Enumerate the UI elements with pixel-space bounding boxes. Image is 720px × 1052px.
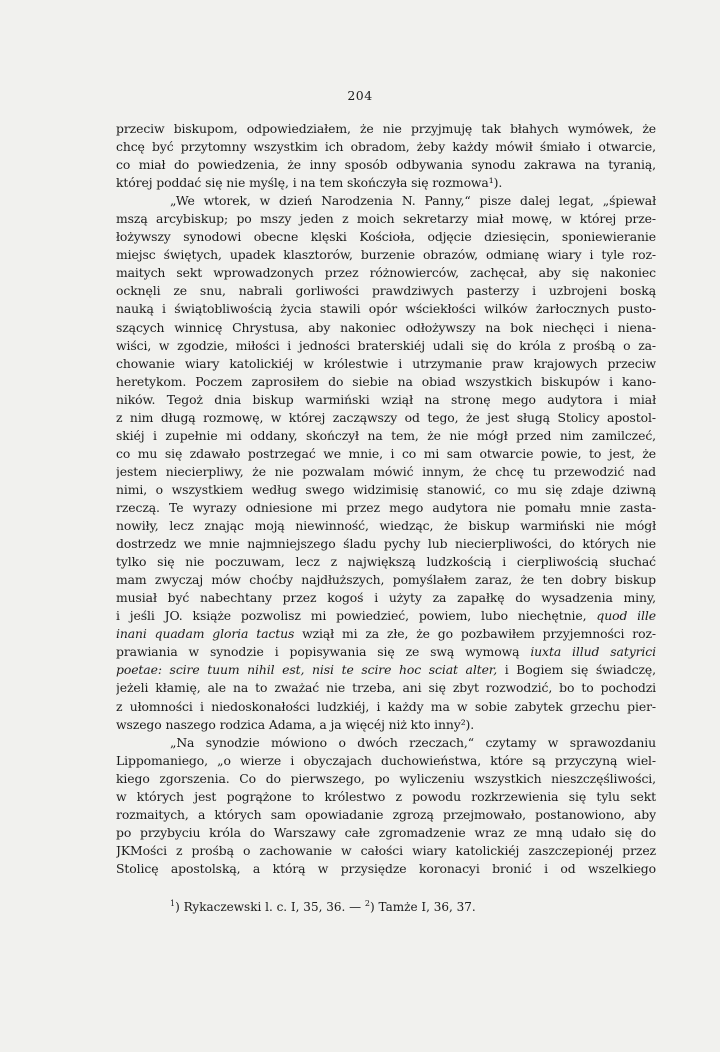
italic-phrase: inani quadam gloria tactus bbox=[116, 626, 295, 642]
italic-phrase: iuxta illud satyrici bbox=[530, 644, 656, 660]
text-segment: skiéj i zupełnie mi oddany, skończył na tem, że nie mógł przed nim zamilczeć, bbox=[116, 427, 656, 443]
text-segment: mszą arcybiskup; po mszy jeden z moich sekretarzy miał mowę, w której prze- bbox=[116, 211, 656, 227]
footnote bbox=[170, 899, 590, 914]
text-segment: po przybyciu króla do Warszawy całe zgromadzenie wraz ze mną udało się do bbox=[116, 824, 656, 840]
text-segment: z ułomności i niedoskonałości ludzkiéj, i każdy ma w sobie zabytek grzechu pier- bbox=[116, 698, 656, 714]
text-line bbox=[116, 860, 656, 878]
text-segment: rozmaitych, a których sam opowiadanie zgrozą przejmowało, postanowiono, aby bbox=[116, 806, 656, 822]
text-line bbox=[116, 138, 656, 156]
text-segment: wiści, w zgodzie, miłości i jedności braterskiéj udali się do króla z prośbą o za- bbox=[116, 337, 656, 353]
page-number: 204 bbox=[347, 88, 373, 103]
text-segment: prawiania w synodzie i popisywania się ze swą wymową bbox=[116, 644, 520, 660]
text-line bbox=[116, 156, 656, 174]
text-segment: wziął mi za złe, że go pozbawiłem przyjemności roz- bbox=[302, 626, 656, 642]
text-line bbox=[116, 427, 656, 445]
text-line bbox=[116, 355, 656, 373]
text-line bbox=[116, 661, 656, 679]
text-segment: kiego zgorszenia. Co do pierwszego, po wyliczeniu wszystkich nieszczęśliwości, bbox=[116, 770, 656, 786]
text-line bbox=[116, 120, 656, 138]
text-line bbox=[116, 517, 656, 535]
text-line bbox=[116, 319, 656, 337]
text-line bbox=[116, 643, 656, 661]
text-line bbox=[116, 553, 656, 571]
text-segment: nimi, o wszystkiem według swego widzimisię stanowić, co mu się zdaje dziwną bbox=[116, 481, 656, 497]
text-segment: mam zwyczaj mów choćby najdłuższych, pomyślałem zaraz, że ten dobry biskup bbox=[116, 572, 656, 588]
text-segment: wszego naszego rodzica Adama, a ja więcéj niż kto inny²). bbox=[116, 716, 475, 732]
text-segment: jestem niecierpliwy, że nie pozwalam mówić innym, że chcę tu przewodzić nad bbox=[116, 463, 656, 479]
text-line bbox=[116, 842, 656, 860]
text-segment: chcę być przytomny wszystkim ich obradom, żeby każdy mówił śmiało i otwarcie, bbox=[116, 139, 656, 155]
text-segment: rzeczą. Te wyrazy odniesione mi przez mego audytora nie pomału mnie zasta- bbox=[116, 499, 656, 515]
text-line bbox=[116, 535, 656, 553]
text-segment: przeciw biskupom, odpowiedziałem, że nie przyjmuję tak błahych wymówek, że bbox=[116, 121, 656, 136]
text-line bbox=[116, 246, 656, 264]
text-segment: tylko się nie poczuwam, lecz z największą ludzkością i cierpliwością słuchać bbox=[116, 554, 656, 570]
text-segment: łożywszy synodowi obecne klęski Kościoła, odjęcie dziesięcin, sponiewieranie bbox=[116, 229, 656, 245]
footnote-text-1: ) Rykaczewski l. c. I, 35, 36. — bbox=[175, 900, 365, 914]
text-segment: heretykom. Poczem zaprosiłem do siebie na obiad wszystkich biskupów i kano- bbox=[116, 373, 656, 389]
text-line bbox=[116, 445, 656, 463]
text-line bbox=[116, 499, 656, 517]
text-line bbox=[116, 192, 656, 210]
text-segment: dostrzedz we mnie najmniejszego śladu pychy lub niecierpliwości, do których nie bbox=[116, 536, 656, 552]
italic-phrase: quod ille bbox=[596, 608, 656, 624]
text-segment: jeżeli kłamię, ale na to zważać nie trzeba, ani się zbyt rozwodzić, bo to pochodzi bbox=[116, 680, 656, 696]
text-segment: co miał do powiedzenia, że inny sposób odbywania synodu zakrawa na tyranią, bbox=[116, 157, 656, 173]
text-segment: maitych sekt wprowadzonych przez różnowierców, zachęcał, aby się nakoniec bbox=[116, 265, 656, 281]
text-segment: z nim długą rozmowę, w której zacząwszy od tego, że jest sługą Stolicy apostol- bbox=[116, 409, 656, 425]
text-line bbox=[116, 788, 656, 806]
footnote-marker-2: 2 bbox=[364, 899, 371, 908]
text-line bbox=[116, 698, 656, 716]
text-segment: i Bogiem się świadczę, bbox=[504, 662, 656, 678]
text-segment: „Na synodzie mówiono o dwóch rzeczach,“ czytamy w sprawozdaniu bbox=[170, 734, 656, 750]
text-line bbox=[116, 625, 656, 643]
text-segment: ników. Tegoż dnia biskup warmiński wziął na stronę mego audytora i miał bbox=[116, 391, 656, 407]
text-line bbox=[116, 228, 656, 246]
text-segment: szących winnicę Chrystusa, aby nakoniec odłożywszy na bok niechęci i niena- bbox=[116, 319, 656, 335]
text-segment: nauką i świątobliwością życia stawili opór wściekłości wilków żarłocznych pusto- bbox=[116, 301, 656, 317]
text-segment: co mu się zdawało postrzegać we mnie, i co mi sam otwarcie powie, to jest, że bbox=[116, 445, 656, 461]
body-text bbox=[116, 120, 656, 878]
text-segment: chowanie wiary katolickiéj w królestwie i utrzymanie praw krajowych przeciw bbox=[116, 355, 656, 371]
text-line bbox=[116, 679, 656, 697]
text-segment: Lippomaniego, „o wierze i obyczajach duchowieństwa, które są przyczyną wiel- bbox=[116, 752, 656, 768]
text-line bbox=[116, 734, 656, 752]
text-segment: nowiły, lecz znając moją niewinność, wiedząc, że biskup warmiński nie mógł bbox=[116, 518, 656, 534]
footnote-marker-1: 1 bbox=[170, 899, 176, 908]
text-line bbox=[116, 571, 656, 589]
footnote-text-2: ) Tamże I, 36, 37. bbox=[370, 900, 476, 914]
text-line bbox=[116, 716, 656, 734]
text-segment: w których jest pogrążone to królestwo z powodu rozkrzewienia się tylu sekt bbox=[116, 788, 656, 804]
text-line bbox=[116, 589, 656, 607]
text-line bbox=[116, 481, 656, 499]
text-segment: musiał być nabechtany przez kogoś i użyty za zapałkę do wysadzenia miny, bbox=[116, 590, 656, 606]
text-line bbox=[116, 770, 656, 788]
text-line bbox=[116, 337, 656, 355]
text-line bbox=[116, 174, 656, 192]
text-segment: i jeśli JO. książe pozwolisz mi powiedzieć, powiem, lubo niechętnie, bbox=[116, 608, 587, 624]
text-line bbox=[116, 806, 656, 824]
italic-phrase: poetae: scire tuum nihil est, nisi te scire hoc sciat alter, bbox=[116, 662, 498, 678]
text-line bbox=[116, 391, 656, 409]
text-segment: JKMości z prośbą o zachowanie w całości wiary katolickiéj zaszczepionéj przez bbox=[116, 842, 656, 858]
text-segment: Stolicę apostolską, a którą w przysiędze koronacyi bronić i od wszelkiego bbox=[116, 860, 656, 876]
text-line bbox=[116, 607, 656, 625]
text-segment: „We wtorek, w dzień Narodzenia N. Panny,“ pisze dalej legat, „śpiewał bbox=[170, 193, 656, 209]
text-line bbox=[116, 409, 656, 427]
text-line bbox=[116, 210, 656, 228]
text-segment: ocknęli ze snu, nabrali gorliwości prawdziwych pasterzy i uzbrojeni boską bbox=[116, 283, 656, 299]
text-line bbox=[116, 752, 656, 770]
text-line bbox=[116, 264, 656, 282]
text-segment: miejsc świętych, upadek klasztorów, burzenie obrazów, odmianę wiary i tyle roz- bbox=[116, 247, 656, 263]
text-line bbox=[116, 282, 656, 300]
text-line bbox=[116, 373, 656, 391]
text-line bbox=[116, 824, 656, 842]
text-line bbox=[116, 463, 656, 481]
text-segment: której poddać się nie myślę, i na tem skończyła się rozmowa¹). bbox=[116, 175, 503, 191]
text-line bbox=[116, 300, 656, 318]
